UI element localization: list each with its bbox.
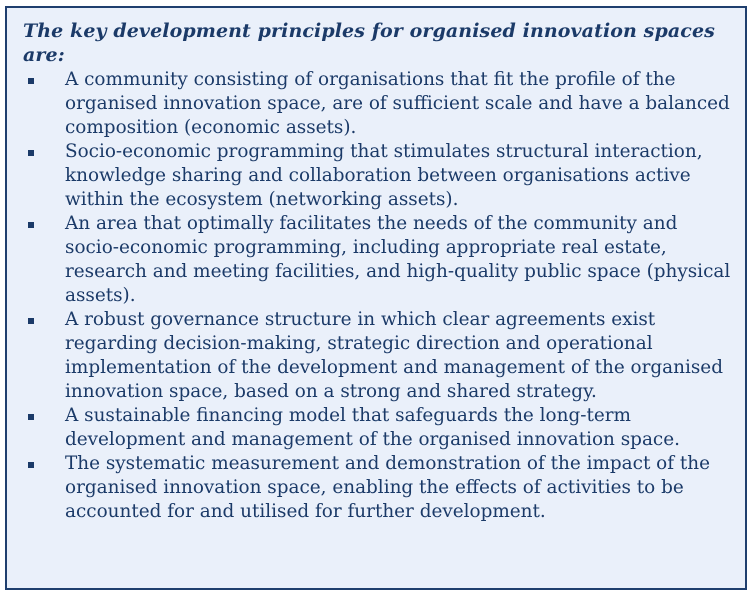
list-item [23,212,733,308]
principles-text-box [5,6,747,590]
box-heading: The key development principles for organised innovation spaces are: [23,20,715,66]
list-item-text: The systematic measurement and demonstration of the impact of the organised innovation space, enabling the effects of activities to be accounted for and utilised for further development. [65,453,711,522]
list-item-text: A robust governance structure in which clear agreements exist regarding decision-making, strategic direction and operational implementation of the development and management of the organised innovation space, based on a strong and shared strategy. [65,309,723,402]
list-item [23,140,733,212]
square-bullet-icon [28,222,34,228]
list-item [23,68,733,140]
square-bullet-icon [28,318,34,324]
list-item-text: An area that optimally facilitates the needs of the community and socio-economic programming, including appropriate real estate, research and meeting facilities, and high-quality public space (physical assets). [65,213,731,306]
list-item-text: A community consisting of organisations that fit the profile of the organised innovation space, are of sufficient scale and have a balanced composition (economic assets). [65,69,730,138]
list-item [23,452,733,524]
list-item-text: Socio-economic programming that stimulates structural interaction, knowledge sharing and collaboration between organisations active within the ecosystem (networking assets). [65,141,703,210]
square-bullet-icon [28,150,34,156]
square-bullet-icon [28,78,34,84]
principles-list [23,68,733,524]
list-item [23,404,733,452]
square-bullet-icon [28,414,34,420]
square-bullet-icon [28,462,34,468]
list-item-text: A sustainable financing model that safeguards the long-term development and management of the organised innovation space. [65,405,680,450]
list-item [23,308,733,404]
